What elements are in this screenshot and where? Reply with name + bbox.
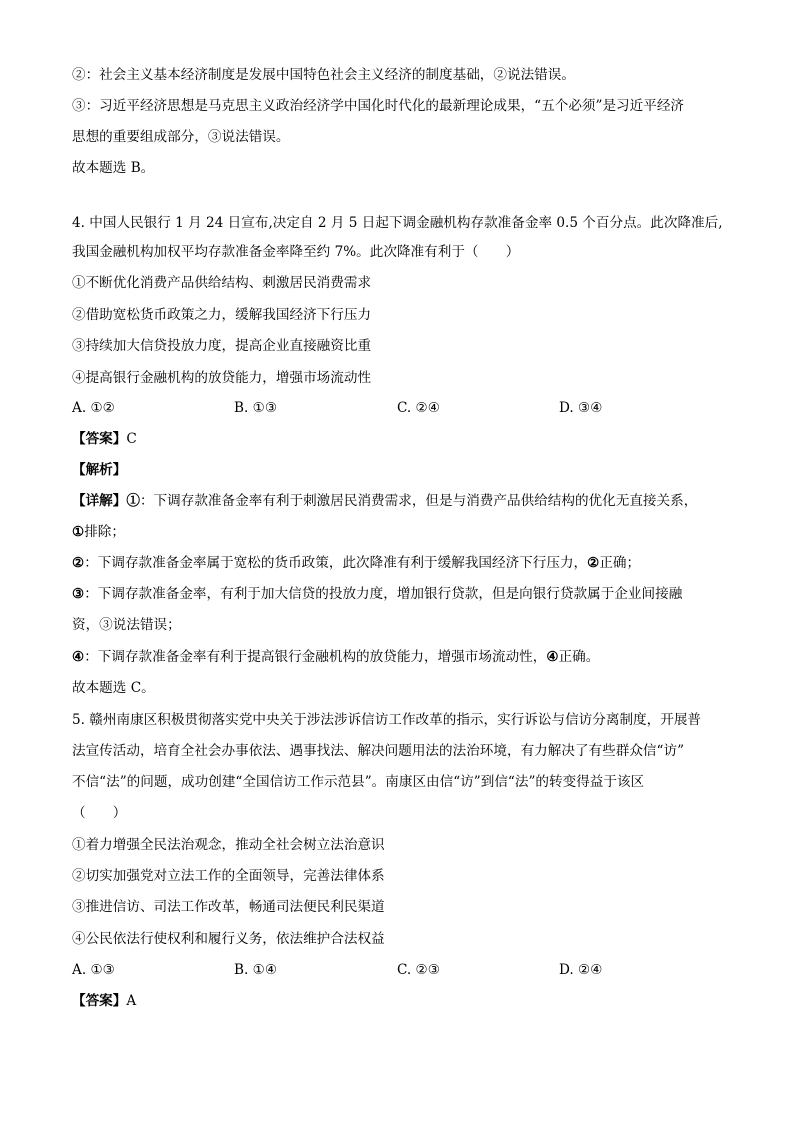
q4-stem-line-1: 4. 中国人民银行 1 月 24 日宣布,决定自 2 月 5 日起下调金融机构存款准备金率 0.5 个百分点。此次降准后, [72, 215, 723, 231]
q4-detail-mark-4-end: ④ [546, 649, 559, 665]
q4-item-1: ①不断优化消费产品供给结构、刺激居民消费需求 [72, 275, 372, 291]
q4-item-2: ②借助宽松货币政策之力，缓解我国经济下行压力 [72, 307, 372, 323]
q5-item-4: ④公民依法行使权利和履行义务，依法维护合法权益 [72, 931, 385, 947]
q5-item-3: ③推进信访、司法工作改革，畅通司法便民利民渠道 [72, 899, 385, 915]
q4-detail-mark-1: ① [126, 493, 140, 509]
q4-detail-text-3: ：下调存款准备金率，有利于加大信贷的投放力度，增加银行贷款，但是向银行贷款属于企业间接融 [84, 586, 683, 602]
q4-detail-line-3 [72, 554, 640, 572]
q5-answer-value: A [126, 993, 137, 1009]
prev-explanation-line-1: ②：社会主义基本经济制度是发展中国特色社会主义经济的制度基础，②说法错误。 [72, 67, 575, 83]
q5-stem-line-1: 5. 赣州南康区积极贯彻落实党中央关于涉法涉诉信访工作改革的指示，实行诉讼与信访分离制度，开展普 [72, 712, 702, 728]
q5-stem-line-4: （ ） [72, 805, 127, 821]
q4-item-4: ④提高银行金融机构的放贷能力，增强市场流动性 [72, 370, 372, 386]
q4-detail-line-1 [72, 492, 697, 510]
q5-stem-line-2: 法宣传活动，培育全社会办事依法、遇事找法、解决问题用法的法治环境，有力解决了有些群众信“访” [72, 743, 685, 759]
q4-option-c: C. ②④ [397, 400, 440, 416]
q5-option-d: D. ②④ [559, 962, 603, 978]
q5-option-c: C. ②③ [397, 962, 440, 978]
q4-item-3: ③持续加大信贷投放力度，提高企业直接融资比重 [72, 338, 372, 354]
prev-explanation-line-3: 思想的重要组成部分，③说法错误。 [72, 129, 290, 145]
q5-option-b: B. ①④ [234, 962, 278, 978]
q4-analysis-tag [72, 461, 126, 479]
q4-detail-text-2: ：下调存款准备金率属于宽松的货币政策，此次降准有利于缓解我国经济下行压力， [84, 555, 588, 571]
prev-conclusion: 故本题选 B。 [72, 160, 155, 176]
q4-stem-line-2: 我国金融机构加权平均存款准备金率降至约 7%。此次降准有利于（ ） [72, 244, 520, 260]
q4-detail-mark-4: ④ [72, 649, 85, 665]
q4-detail-mark-2: ② [72, 555, 85, 571]
q4-detail-line-4 [72, 585, 682, 603]
q4-answer-value: C [126, 431, 137, 447]
q4-detail-mark-2-end: ② [587, 555, 600, 571]
q4-detail-text-4: ：下调存款准备金率有利于提高银行金融机构的放贷能力，增强市场流动性， [84, 649, 547, 665]
q5-stem-line-3: 不信“法”的问题，成功创建“全国信访工作示范县”。南康区由信“访”到信“法”的转变得益于该区 [72, 774, 645, 790]
q5-option-a: A. ①③ [72, 962, 115, 978]
q4-detail-line-6 [72, 648, 599, 666]
q4-detail-mark-1b: ① [72, 524, 85, 540]
q4-detail-line-5: 资，③说法错误； [72, 617, 181, 633]
q5-item-1: ①着力增强全民法治观念，推动全社会树立法治意识 [72, 837, 385, 853]
q5-answer-tag: 【答案】 [72, 993, 127, 1009]
q4-answer-tag: 【答案】 [72, 431, 127, 447]
q4-detail-line-2 [72, 523, 125, 541]
q5-answer [72, 992, 136, 1010]
q5-item-2: ②切实加强党对立法工作的全面领导，完善法律体系 [72, 868, 385, 884]
q4-detail-text-2-end: 正确； [599, 555, 641, 571]
q4-answer [72, 430, 137, 448]
q4-detail-text-1b: 排除； [84, 524, 125, 540]
q4-detail-text-4-end: 正确。 [558, 649, 600, 665]
q4-detail-text-1: ：下调存款准备金率有利于刺激居民消费需求，但是与消费产品供给结构的优化无直接关系， [139, 493, 698, 509]
q5-options [72, 961, 722, 979]
prev-explanation-line-2: ③：习近平经济思想是马克思主义政治经济学中国化时代化的最新理论成果，“五个必须”是习近平经济 [72, 98, 685, 114]
q4-options [72, 399, 722, 417]
q4-conclusion: 故本题选 C。 [72, 680, 155, 696]
q4-detail-tag: 【详解】 [72, 493, 127, 509]
q4-option-d: D. ③④ [559, 400, 603, 416]
q4-detail-mark-3: ③ [72, 586, 85, 602]
q4-option-a: A. ①② [72, 400, 115, 416]
q4-analysis-label: 【解析】 [72, 462, 127, 478]
q4-option-b: B. ①③ [234, 400, 278, 416]
